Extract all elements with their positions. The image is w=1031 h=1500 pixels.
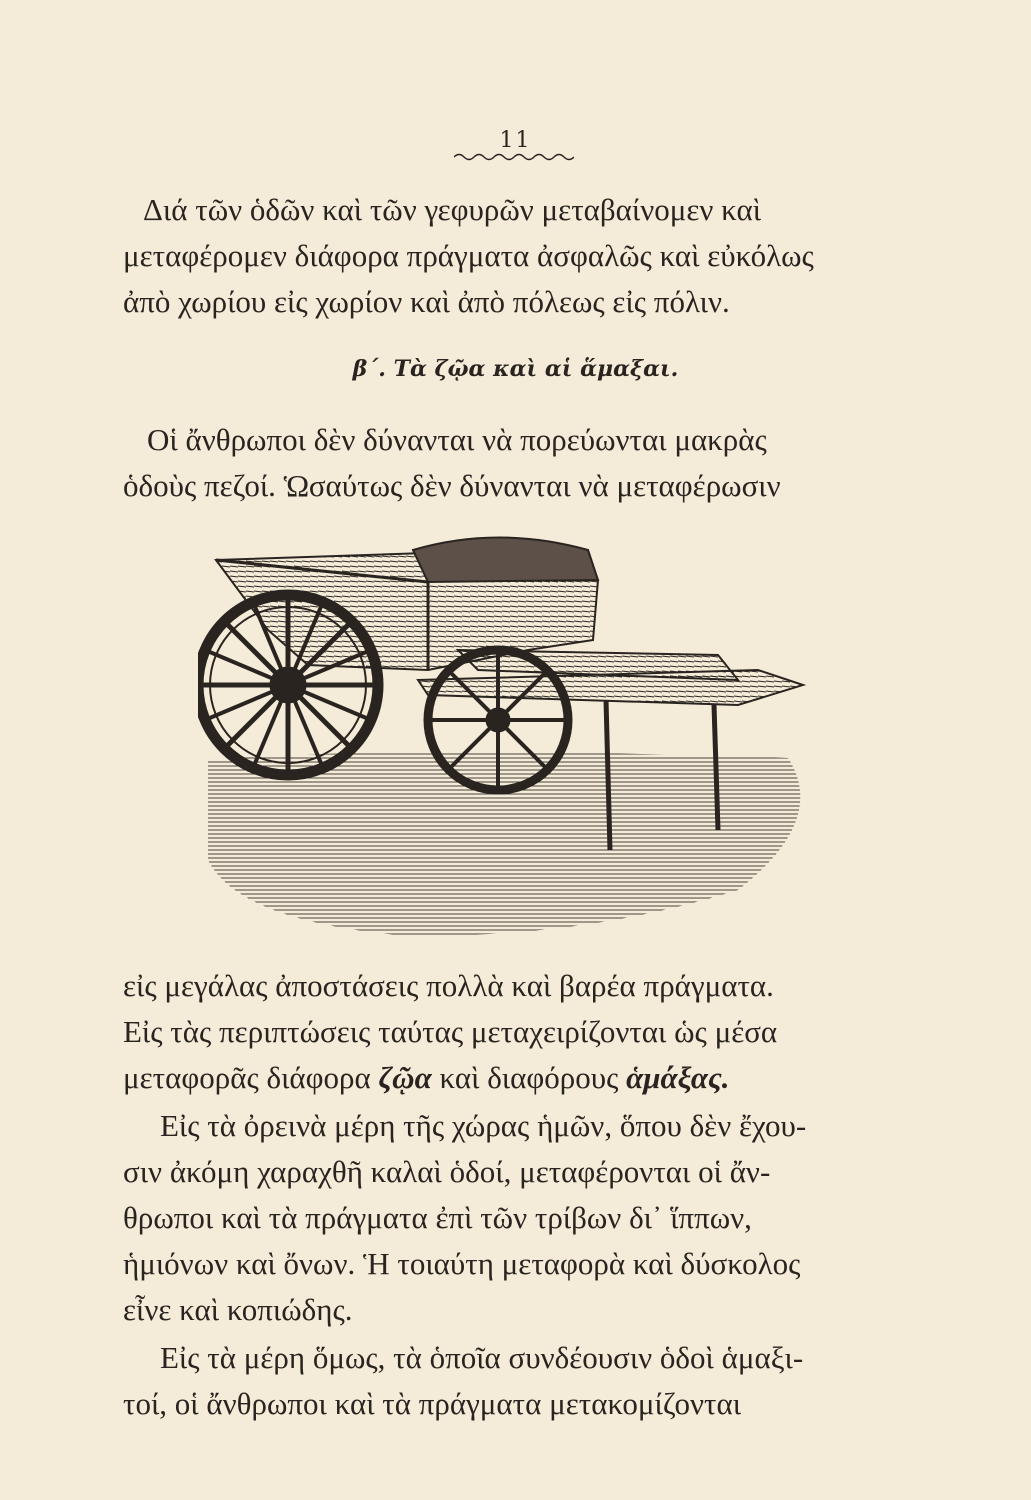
text-line: Εἰς τὰς περιπτώσεις ταύτας μεταχειρίζονται ὡς μέσα [123, 1014, 778, 1049]
text-line: εἶνε καὶ κοπιώδης. [123, 1292, 353, 1327]
text-line: σιν ἀκόμη χαραχθῆ καλαὶ ὁδοί, μεταφέρονται οἱ ἄν- [123, 1154, 771, 1189]
emphasized-term-carriages: ἁμάξας. [626, 1060, 730, 1095]
text-line: ἡμιόνων καὶ ὄνων. Ἡ τοιαύτη μεταφορὰ καὶ δύσκολος [123, 1246, 801, 1281]
text-line: Εἰς τὰ μέρη ὅμως, τὰ ὁποῖα συνδέουσιν ὁδοὶ ἁμαξι- [160, 1340, 804, 1375]
text-line: Εἰς τὰ ὀρεινὰ μέρη τῆς χώρας ἡμῶν, ὅπου δὲν ἔχου- [160, 1108, 807, 1143]
text-line: Διά τῶν ὁδῶν καὶ τῶν γεφυρῶν μεταβαίνομεν καὶ [143, 192, 762, 227]
cart-illustration [198, 520, 818, 940]
text-line: τοί, οἱ ἄνθρωποι καὶ τὰ πράγματα μετακομίζονται [123, 1386, 742, 1421]
text-line: θρωποι καὶ τὰ πράγματα ἐπὶ τῶν τρίβων δι᾽ ἵππων, [123, 1200, 752, 1235]
section-heading: β΄. Τὰ ζῷα καὶ αἱ ἅμαξαι. [352, 356, 679, 382]
text-line: μεταφέρομεν διάφορα πράγματα ἀσφαλῶς καὶ εὐκόλως [123, 238, 814, 273]
text-line: ἀπὸ χωρίου εἰς χωρίον καὶ ἀπὸ πόλεως εἰς πόλιν. [123, 284, 730, 319]
text-line-with-emphasis [123, 1058, 730, 1098]
text-segment: καὶ διαφόρους [431, 1060, 627, 1095]
page-number: 11 [499, 128, 532, 153]
text-segment: μεταφορᾶς διάφορα [123, 1060, 379, 1095]
emphasized-term-animals: ζῷα [378, 1060, 432, 1095]
text-line: ὁδοὺς πεζοί. Ὡσαύτως δὲν δύνανται νὰ μεταφέρωσιν [123, 468, 781, 503]
text-line: εἰς μεγάλας ἀποστάσεις πολλὰ καὶ βαρέα πράγματα. [123, 968, 774, 1003]
text-line: Οἱ ἄνθρωποι δὲν δύνανται νὰ πορεύωνται μακρὰς [147, 422, 767, 457]
wavy-rule-ornament [454, 152, 574, 162]
